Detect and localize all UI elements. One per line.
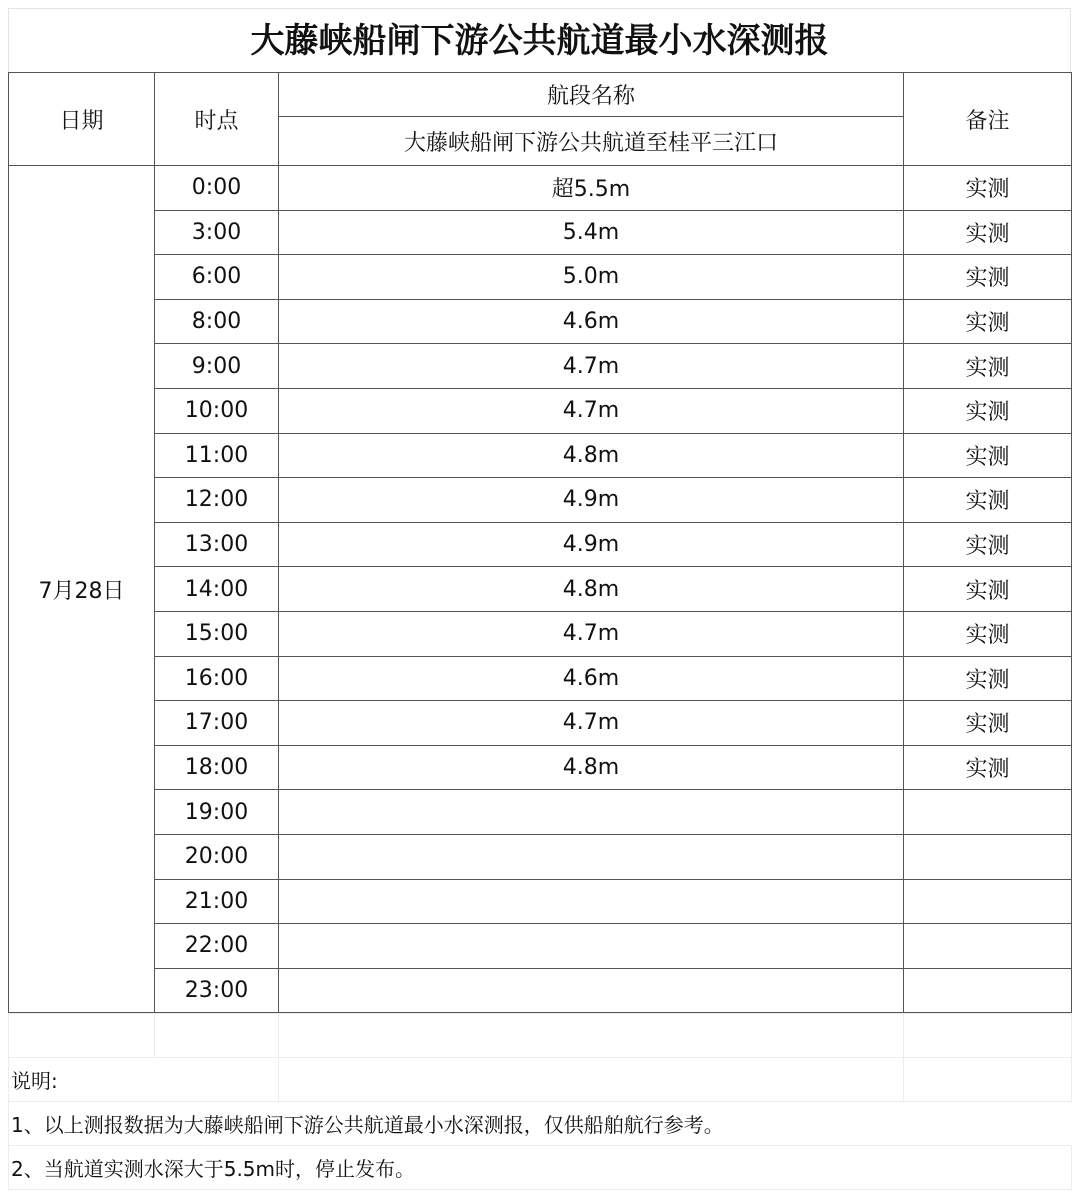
remark-cell [904,924,1072,969]
depth-cell: 4.6m [279,299,904,344]
spacer-cell [279,1014,904,1058]
remark-cell: 实测 [904,433,1072,478]
time-cell: 22:00 [155,924,279,969]
remark-cell: 实测 [904,522,1072,567]
spacer-cell [904,1014,1072,1058]
header-date: 日期 [9,73,155,166]
depth-cell: 5.4m [279,210,904,255]
table-row [9,388,1072,433]
remark-cell: 实测 [904,611,1072,656]
time-cell: 23:00 [155,968,279,1013]
spacer-cell [904,1146,1072,1190]
table-row [9,924,1072,969]
depth-cell [279,834,904,879]
time-cell: 0:00 [155,166,279,211]
header-segment-name: 大藤峡船闸下游公共航道至桂平三江口 [279,117,904,166]
time-cell: 3:00 [155,210,279,255]
table-row [9,745,1072,790]
time-cell: 20:00 [155,834,279,879]
table-row [9,567,1072,612]
time-cell: 21:00 [155,879,279,924]
water-depth-table [8,72,1072,1013]
remark-cell [904,790,1072,835]
depth-cell: 4.8m [279,745,904,790]
remark-cell: 实测 [904,210,1072,255]
remark-cell [904,879,1072,924]
depth-cell: 4.9m [279,478,904,523]
remark-cell: 实测 [904,255,1072,300]
table-row [9,968,1072,1013]
remark-cell: 实测 [904,701,1072,746]
note-item: 1、以上测报数据为大藤峡船闸下游公共航道最小水深测报，仅供船舶航行参考。 [9,1102,1072,1146]
header-segment: 航段名称 [279,73,904,117]
time-cell: 11:00 [155,433,279,478]
remark-cell [904,834,1072,879]
depth-cell: 4.7m [279,611,904,656]
time-cell: 19:00 [155,790,279,835]
time-cell: 14:00 [155,567,279,612]
spacer-cell [279,1058,904,1102]
time-cell: 13:00 [155,522,279,567]
table-row [9,210,1072,255]
table-row [9,656,1072,701]
notes-section [8,1013,1072,1190]
spacer-cell [155,1014,279,1058]
note-item: 2、当航道实测水深大于5.5m时，停止发布。 [9,1146,904,1190]
remark-cell [904,968,1072,1013]
time-cell: 15:00 [155,611,279,656]
time-cell: 10:00 [155,388,279,433]
depth-cell: 4.7m [279,344,904,389]
table-row [9,522,1072,567]
table-row [9,299,1072,344]
spacer-cell [155,1058,279,1102]
remark-cell: 实测 [904,388,1072,433]
remark-cell: 实测 [904,166,1072,211]
table-row [9,255,1072,300]
remark-cell: 实测 [904,299,1072,344]
time-cell: 17:00 [155,701,279,746]
depth-cell: 4.9m [279,522,904,567]
depth-cell [279,924,904,969]
report-title: 大藤峡船闸下游公共航道最小水深测报 [8,8,1071,72]
table-row [9,701,1072,746]
time-cell: 12:00 [155,478,279,523]
remark-cell: 实测 [904,478,1072,523]
header-time: 时点 [155,73,279,166]
table-row [9,790,1072,835]
table-row [9,879,1072,924]
remark-cell: 实测 [904,656,1072,701]
spacer-cell [904,1058,1072,1102]
time-cell: 16:00 [155,656,279,701]
remark-cell: 实测 [904,567,1072,612]
time-cell: 8:00 [155,299,279,344]
depth-cell: 5.0m [279,255,904,300]
date-cell: 7月28日 [9,166,155,1013]
table-row [9,433,1072,478]
remark-cell: 实测 [904,344,1072,389]
table-row [9,478,1072,523]
table-row [9,344,1072,389]
depth-cell [279,968,904,1013]
table-row [9,166,1072,211]
depth-cell [279,790,904,835]
depth-cell [279,879,904,924]
remark-cell: 实测 [904,745,1072,790]
header-remark: 备注 [904,73,1072,166]
depth-cell: 4.6m [279,656,904,701]
spacer-cell [9,1014,155,1058]
depth-cell: 4.8m [279,567,904,612]
depth-cell: 超5.5m [279,166,904,211]
notes-heading: 说明: [9,1058,155,1102]
time-cell: 18:00 [155,745,279,790]
time-cell: 9:00 [155,344,279,389]
table-row [9,834,1072,879]
depth-cell: 4.8m [279,433,904,478]
depth-cell: 4.7m [279,388,904,433]
time-cell: 6:00 [155,255,279,300]
depth-cell: 4.7m [279,701,904,746]
table-row [9,611,1072,656]
report-sheet [8,8,1071,1190]
